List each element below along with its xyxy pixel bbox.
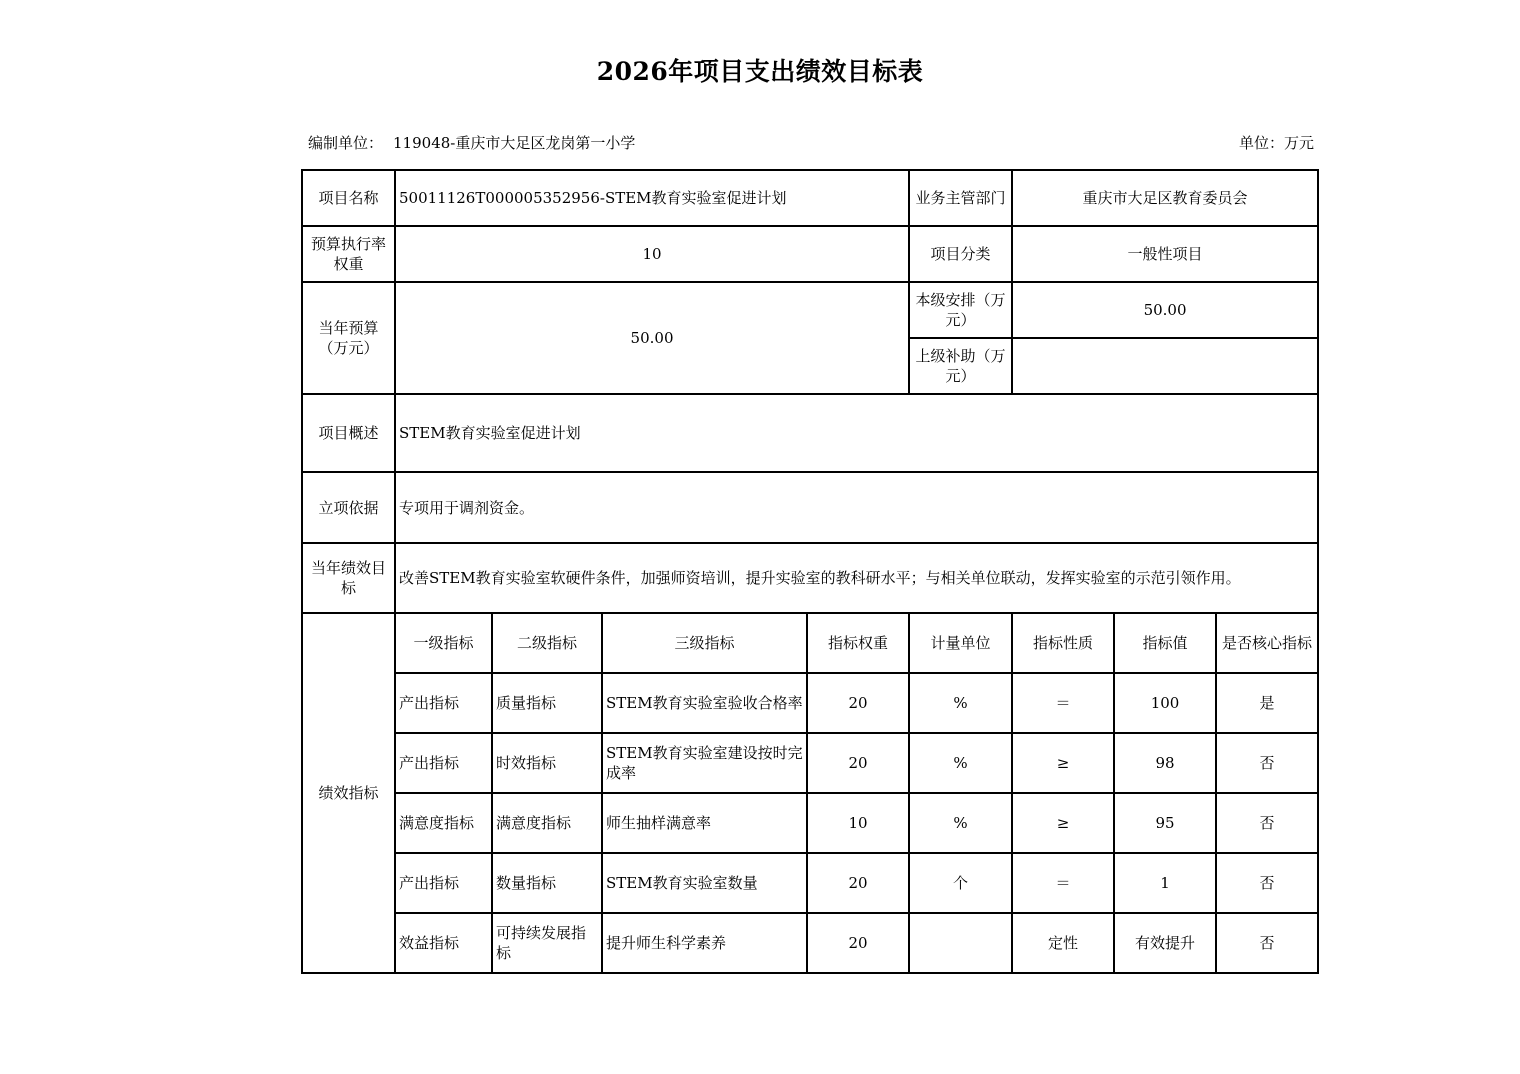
- upper-value: [1012, 338, 1318, 394]
- cell-unit: %: [909, 673, 1012, 733]
- cell-nature: ＝: [1012, 853, 1114, 913]
- header-value: 指标值: [1114, 613, 1216, 673]
- cell-core: 否: [1216, 853, 1318, 913]
- cell-nature: 定性: [1012, 913, 1114, 973]
- overview-label: 项目概述: [302, 394, 395, 472]
- cell-level3: STEM教育实验室建设按时完成率: [602, 733, 807, 793]
- cell-weight: 20: [807, 733, 909, 793]
- budget-label: 当年预算（万元）: [302, 282, 395, 394]
- cell-nature: ＝: [1012, 673, 1114, 733]
- cell-level2: 可持续发展指标: [492, 913, 602, 973]
- cell-level1: 效益指标: [395, 913, 492, 973]
- currency-unit: 单位：万元: [1238, 134, 1314, 152]
- cell-unit: 个: [909, 853, 1012, 913]
- indicator-row: [302, 733, 1318, 793]
- cell-level1: 产出指标: [395, 853, 492, 913]
- cell-nature: ≥: [1012, 793, 1114, 853]
- cell-core: 否: [1216, 733, 1318, 793]
- indicator-row: [302, 913, 1318, 973]
- row-exec-weight: [302, 226, 1318, 282]
- cell-unit: %: [909, 733, 1012, 793]
- cell-level2: 数量指标: [492, 853, 602, 913]
- cell-level1: 产出指标: [395, 673, 492, 733]
- row-goal: [302, 543, 1318, 613]
- cell-nature: ≥: [1012, 733, 1114, 793]
- basis-value: 专项用于调剂资金。: [395, 472, 1318, 543]
- cell-core: 是: [1216, 673, 1318, 733]
- cell-level1: 产出指标: [395, 733, 492, 793]
- upper-label: 上级补助（万元）: [909, 338, 1012, 394]
- row-budget: [302, 282, 1318, 338]
- basis-label: 立项依据: [302, 472, 395, 543]
- goal-value: 改善STEM教育实验室软硬件条件，加强师资培训，提升实验室的教科研水平；与相关单位联动，发挥实验室的示范引领作用。: [395, 543, 1318, 613]
- local-label: 本级安排（万元）: [909, 282, 1012, 338]
- indicator-row: [302, 673, 1318, 733]
- header-level3: 三级指标: [602, 613, 807, 673]
- cell-level2: 满意度指标: [492, 793, 602, 853]
- cell-unit: [909, 913, 1012, 973]
- row-basis: [302, 472, 1318, 543]
- header-nature: 指标性质: [1012, 613, 1114, 673]
- indicator-row: [302, 793, 1318, 853]
- cell-level2: 时效指标: [492, 733, 602, 793]
- indicator-header-row: [302, 613, 1318, 673]
- cell-level1: 满意度指标: [395, 793, 492, 853]
- dept-value: 重庆市大足区教育委员会: [1012, 170, 1318, 226]
- cell-value: 1: [1114, 853, 1216, 913]
- project-name-label: 项目名称: [302, 170, 395, 226]
- header-weight: 指标权重: [807, 613, 909, 673]
- cell-weight: 20: [807, 673, 909, 733]
- exec-weight-value: 10: [395, 226, 909, 282]
- local-value: 50.00: [1012, 282, 1318, 338]
- indicators-section-label: 绩效指标: [302, 613, 395, 973]
- cell-value: 100: [1114, 673, 1216, 733]
- overview-value: STEM教育实验室促进计划: [395, 394, 1318, 472]
- performance-table: [301, 169, 1319, 974]
- cell-value: 98: [1114, 733, 1216, 793]
- cell-level3: 提升师生科学素养: [602, 913, 807, 973]
- header-level1: 一级指标: [395, 613, 492, 673]
- row-project-name: [302, 170, 1318, 226]
- cell-core: 否: [1216, 793, 1318, 853]
- cell-level3: 师生抽样满意率: [602, 793, 807, 853]
- page-title: 2026年项目支出绩效目标表: [596, 57, 924, 86]
- cell-core: 否: [1216, 913, 1318, 973]
- cell-unit: %: [909, 793, 1012, 853]
- project-name-value: 50011126T000005352956-STEM教育实验室促进计划: [395, 170, 909, 226]
- compiling-unit-label: 编制单位：: [308, 134, 384, 152]
- cell-weight: 20: [807, 853, 909, 913]
- header-core: 是否核心指标: [1216, 613, 1318, 673]
- compiling-unit-value: 119048-重庆市大足区龙岗第一小学: [393, 134, 636, 152]
- category-value: 一般性项目: [1012, 226, 1318, 282]
- cell-level2: 质量指标: [492, 673, 602, 733]
- cell-value: 95: [1114, 793, 1216, 853]
- exec-weight-label: 预算执行率权重: [302, 226, 395, 282]
- cell-weight: 10: [807, 793, 909, 853]
- cell-weight: 20: [807, 913, 909, 973]
- cell-value: 有效提升: [1114, 913, 1216, 973]
- header-unit: 计量单位: [909, 613, 1012, 673]
- budget-value: 50.00: [395, 282, 909, 394]
- goal-label: 当年绩效目标: [302, 543, 395, 613]
- compiling-unit: [308, 132, 635, 153]
- dept-label: 业务主管部门: [909, 170, 1012, 226]
- cell-level3: STEM教育实验室验收合格率: [602, 673, 807, 733]
- header-level2: 二级指标: [492, 613, 602, 673]
- category-label: 项目分类: [909, 226, 1012, 282]
- cell-level3: STEM教育实验室数量: [602, 853, 807, 913]
- indicator-row: [302, 853, 1318, 913]
- row-overview: [302, 394, 1318, 472]
